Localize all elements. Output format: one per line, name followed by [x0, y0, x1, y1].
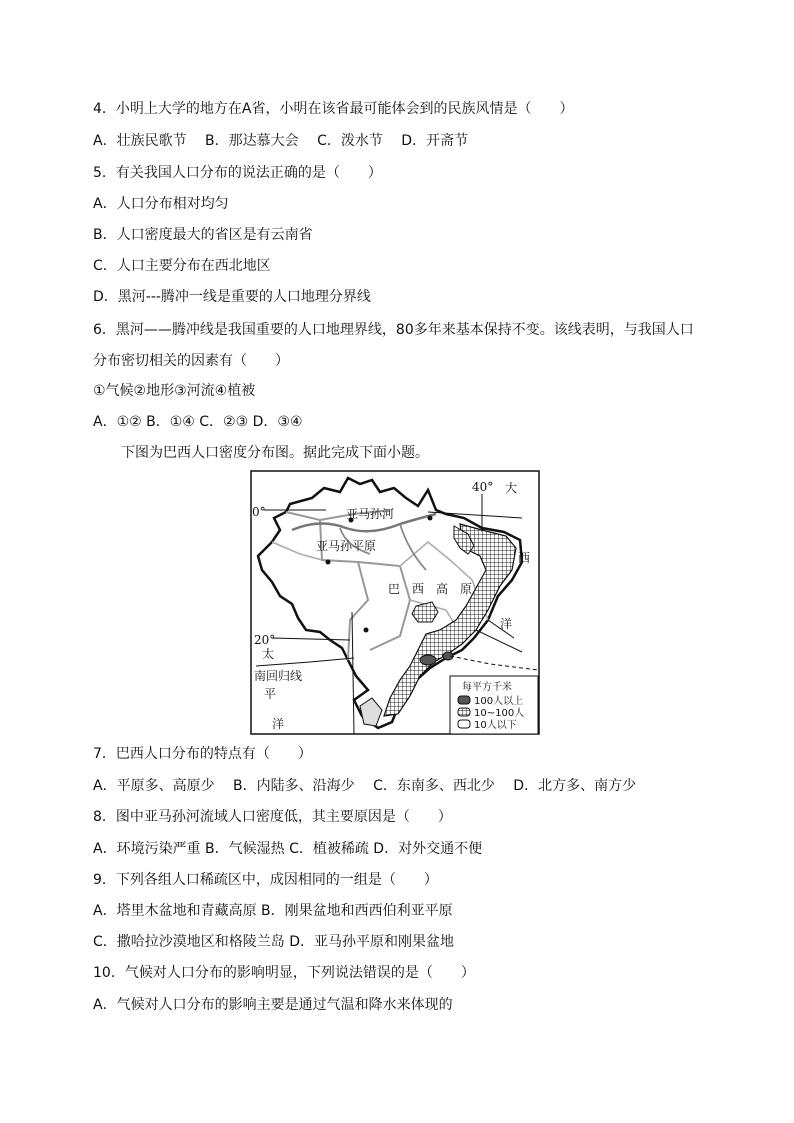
label-atlantic-3: 洋	[500, 617, 513, 631]
legend-item-mid: 10~100人	[474, 708, 525, 719]
q4-stem: 4．小明上大学的地方在A省，小明在该省最可能体会到的民族风情是（ ）	[93, 101, 574, 117]
label-amazon-plain: 亚马孙平原	[316, 539, 377, 553]
q8-stem: 8．图中亚马孙河流域人口密度低，其主要原因是（ ）	[93, 809, 452, 825]
q9-options-line2: C．撒哈拉沙漠地区和格陵兰岛 D．亚马孙平原和刚果盆地	[93, 934, 455, 950]
q6-stem-line2: 分布密切相关的因素有（ ）	[93, 353, 289, 369]
q10-option-a: A．气候对人口分布的影响主要是通过气温和降水来体现的	[93, 997, 453, 1013]
label-lat-0: 0°	[252, 505, 266, 519]
legend-item-low: 10人以下	[474, 720, 517, 731]
label-lat-20: 20°	[254, 633, 276, 647]
q6-options: A．①② B．①④ C．②③ D．③④	[93, 414, 303, 430]
map-legend	[450, 676, 538, 734]
q6-stem-line1: 6．黑河——腾冲线是我国重要的人口地理界线，80多年来基本保持不变。该线表明，与我国人口	[93, 322, 694, 338]
q7-stem: 7．巴西人口分布的特点有（ ）	[93, 746, 312, 762]
label-pacific-3: 洋	[272, 717, 285, 731]
label-atlantic-2: 西	[518, 551, 531, 565]
q5-stem: 5．有关我国人口分布的说法正确的是（ ）	[93, 165, 382, 181]
label-tropic: 南回归线	[254, 669, 303, 683]
q10-stem: 10．气候对人口分布的影响明显，下列说法错误的是（ ）	[93, 965, 475, 981]
q9-options-line1: A．塔里木盆地和青藏高原 B．刚果盆地和西西伯利亚平原	[93, 903, 453, 919]
high-density-sao-paulo	[420, 655, 436, 665]
q5-option-c: C．人口主要分布在西北地区	[93, 258, 271, 274]
label-amazon-river: 亚马孙河	[346, 507, 395, 521]
q9-stem: 9．下列各组人口稀疏区中，成因相同的一组是（ ）	[93, 872, 438, 888]
label-lon-40: 40°	[472, 480, 494, 494]
legend-title: 每平方千米	[462, 682, 512, 693]
q5-option-b: B．人口密度最大的省区是有云南省	[93, 227, 313, 243]
legend-item-high: 100人以上	[474, 696, 524, 707]
label-pacific-1: 太	[262, 647, 275, 661]
q4-options: A．壮族民歌节 B．那达慕大会 C．泼水节 D．开斋节	[93, 133, 469, 149]
map-intro: 下图为巴西人口密度分布图。据此完成下面小题。	[121, 445, 429, 461]
q5-option-a: A．人口分布相对均匀	[93, 196, 229, 212]
q6-factors: ①气候②地形③河流④植被	[93, 383, 256, 399]
q8-options: A．环境污染严重 B．气候湿热 C．植被稀疏 D．对外交通不便	[93, 841, 483, 857]
label-atlantic-1: 大	[505, 481, 518, 495]
q7-options: A．平原多、高原少 B．内陆多、沿海少 C．东南多、西北少 D．北方多、南方少	[93, 778, 637, 794]
label-pacific-2: 平	[264, 687, 277, 701]
q5-option-d: D．黑河---腾冲一线是重要的人口地理分界线	[93, 289, 371, 305]
brazil-population-density-map	[250, 470, 540, 735]
label-brazil-plateau: 巴 西 高 原	[388, 582, 473, 596]
